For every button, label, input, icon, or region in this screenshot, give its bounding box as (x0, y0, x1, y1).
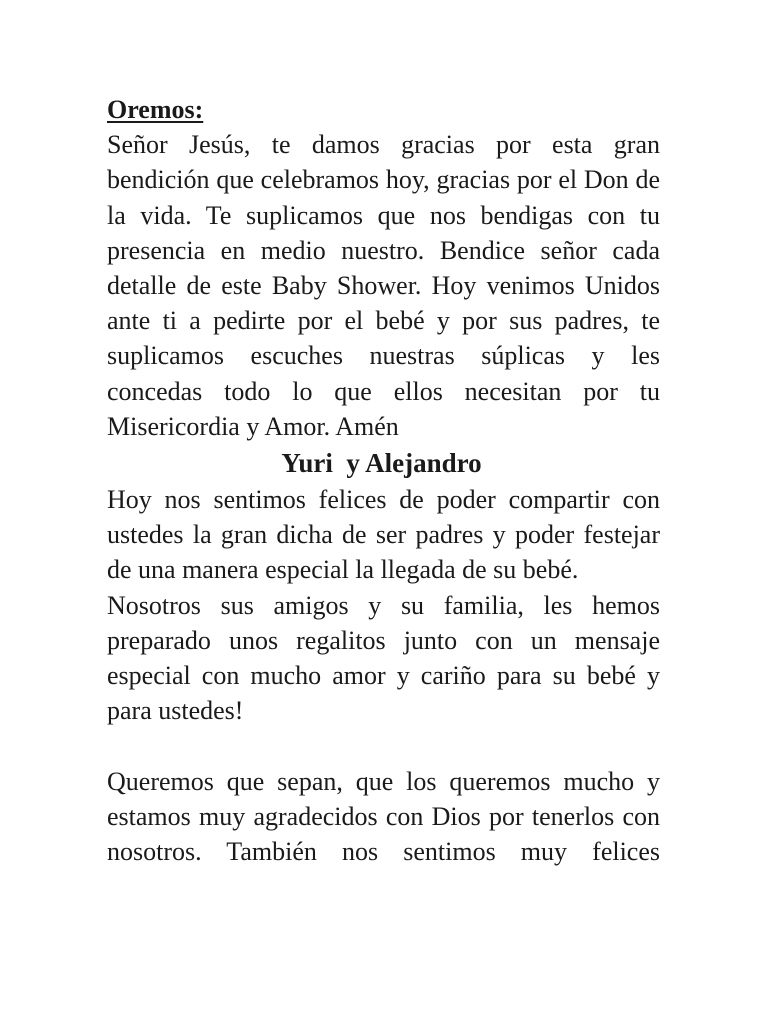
paragraph-gratitude: Queremos que sepan, que los queremos mucho y estamos muy agradecidos con Dios por tenerlos con nosotros. También nos sentimos muy felices (107, 766, 660, 867)
document-page (107, 92, 660, 869)
prayer-text: Señor Jesús, te damos gracias por esta gran bendición que celebramos hoy, gracias por el Don de la vida. Te suplicamos que nos bendigas con tu presencia en medio nuestro. Bendice señor cada detalle de este Baby Shower. Hoy venimos Unidos ante ti a pedirte por el bebé y por sus padres, te suplicamos escuches nuestras súplicas y les concedas todo lo que ellos necesitan por tu Misericordia y Amor. Amén (107, 130, 660, 441)
prayer-heading: Oremos: (107, 95, 204, 124)
couple-title: Yuri y Alejandro (281, 448, 482, 479)
paragraph-gifts: Nosotros sus amigos y su familia, les hemos preparado unos regalitos junto con un mensaje especial con mucho amor y cariño para su bebé y para ustedes! (107, 590, 660, 726)
paragraph-greeting: Hoy nos sentimos felices de poder compartir con ustedes la gran dicha de ser padres y poder festejar de una manera especial la llegada de su bebé. (107, 485, 660, 585)
paragraph-spacer (107, 728, 660, 763)
